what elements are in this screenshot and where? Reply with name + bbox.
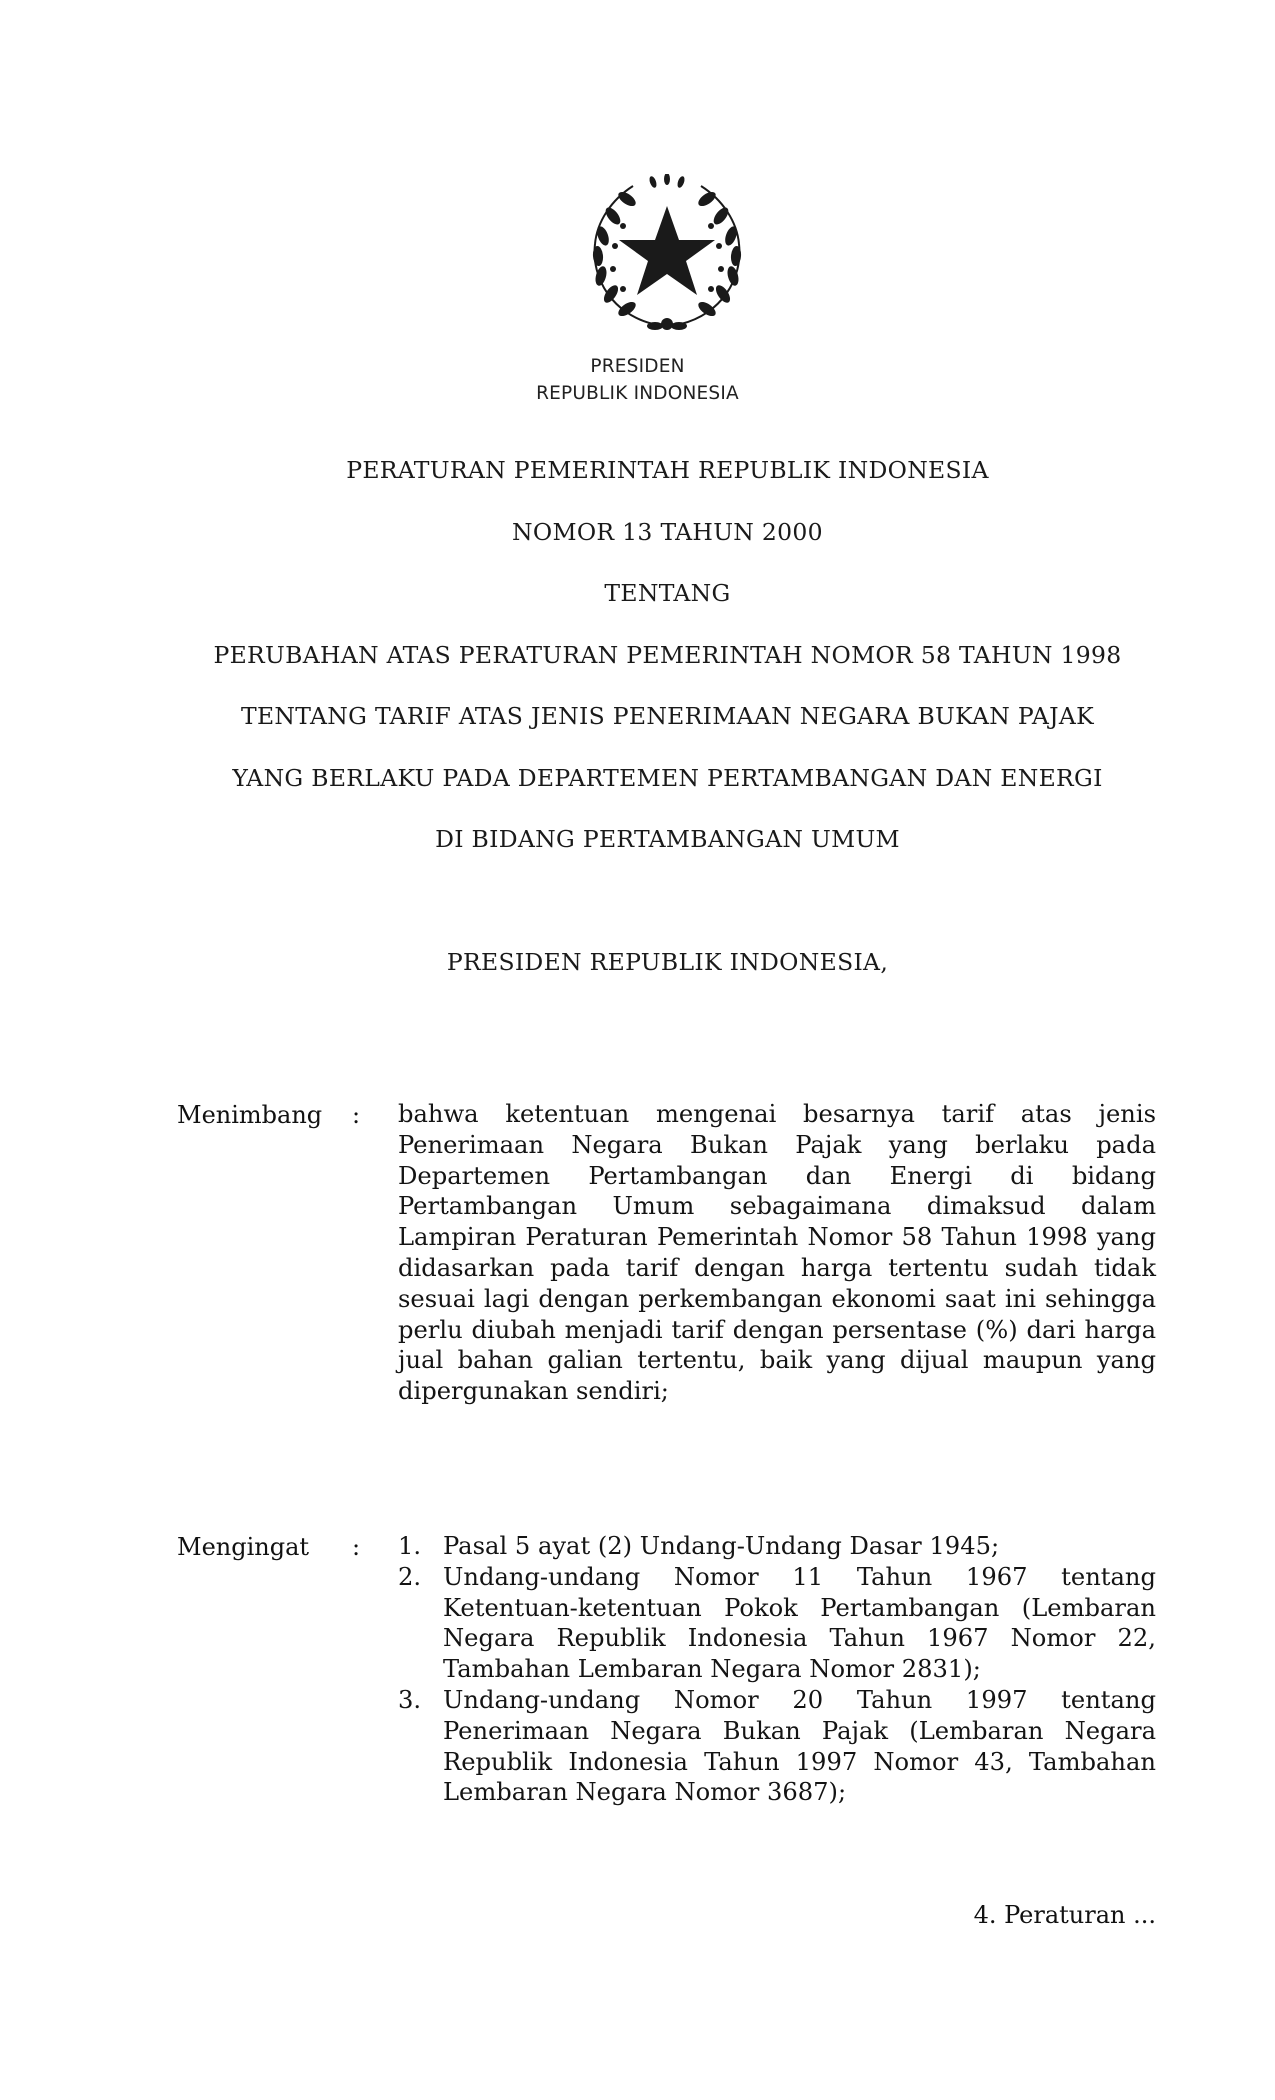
mengingat-label: Mengingat: [177, 1533, 310, 1561]
mengingat-colon: :: [352, 1533, 361, 1561]
item-line: Tambahan Lembaran Negara Nomor 2831);: [443, 1655, 981, 1684]
menimbang-colon: :: [352, 1101, 361, 1129]
menimbang-line: jual bahan galian tertentu, baik yang dijual maupun yang: [398, 1346, 1156, 1375]
issuer-heading: PRESIDEN REPUBLIK INDONESIA,: [446, 948, 889, 976]
menimbang-line: didasarkan pada tarif dengan harga tertentu sudah tidak: [398, 1253, 1156, 1282]
item-line: Republik Indonesia Tahun 1997 Nomor 43, Tambahan: [443, 1747, 1156, 1776]
item-line: Penerimaan Negara Bukan Pajak (Lembaran Negara: [443, 1716, 1156, 1745]
page-continuation-ref: 4. Peraturan ...: [973, 1901, 1156, 1929]
menimbang-line: Departemen Pertambangan dan Energi di bidang: [398, 1161, 1156, 1190]
item-line: Ketentuan-ketentuan Pokok Pertambangan (Lembaran: [443, 1593, 1156, 1622]
menimbang-label: Menimbang: [177, 1101, 323, 1129]
title-subject-2: TENTANG TARIF ATAS JENIS PENERIMAAN NEGARA BUKAN PAJAK: [240, 702, 1095, 730]
letterhead-republik: REPUBLIK INDONESIA: [536, 383, 739, 404]
mengingat-item-3: [398, 1685, 1156, 1808]
item-number: 2.: [398, 1562, 422, 1591]
title-subject-3: YANG BERLAKU PADA DEPARTEMEN PERTAMBANGAN DAN ENERGI: [232, 764, 1103, 792]
title-subject-4: DI BIDANG PERTAMBANGAN UMUM: [435, 825, 900, 853]
mengingat-item-2: [398, 1562, 1156, 1685]
title-subject-1: PERUBAHAN ATAS PERATURAN PEMERINTAH NOMOR 58 TAHUN 1998: [213, 641, 1122, 669]
item-line: Undang-undang Nomor 20 Tahun 1997 tentang: [443, 1685, 1156, 1714]
title-tentang: TENTANG: [604, 579, 731, 607]
item-line: Undang-undang Nomor 11 Tahun 1967 tentang: [443, 1562, 1156, 1591]
item-line: Pasal 5 ayat (2) Undang-Undang Dasar 1945;: [443, 1532, 1000, 1560]
mengingat-list: [398, 1531, 1156, 1808]
menimbang-line: Pertambangan Umum sebagaimana dimaksud dalam: [398, 1192, 1156, 1221]
title-regulation: PERATURAN PEMERINTAH REPUBLIK INDONESIA: [346, 456, 989, 484]
garuda-emblem-icon: [583, 174, 751, 336]
item-number: 1.: [398, 1532, 422, 1560]
item-line: Lembaran Negara Nomor 3687);: [443, 1778, 847, 1807]
title-number: NOMOR 13 TAHUN 2000: [512, 518, 823, 546]
menimbang-line: sesuai lagi dengan perkembangan ekonomi saat ini sehingga: [398, 1284, 1156, 1313]
mengingat-item-1: [398, 1531, 1156, 1562]
menimbang-line: Lampiran Peraturan Pemerintah Nomor 58 Tahun 1998 yang: [398, 1223, 1156, 1252]
letterhead-presiden: PRESIDEN: [590, 356, 685, 377]
menimbang-text: [398, 1099, 1156, 1407]
menimbang-line: bahwa ketentuan mengenai besarnya tarif atas jenis: [398, 1100, 1156, 1128]
menimbang-line: dipergunakan sendiri;: [398, 1377, 669, 1406]
menimbang-line: perlu diubah menjadi tarif dengan persentase (%) dari harga: [398, 1315, 1156, 1344]
item-line: Negara Republik Indonesia Tahun 1967 Nomor 22,: [443, 1624, 1156, 1653]
item-number: 3.: [398, 1685, 422, 1714]
menimbang-line: Penerimaan Negara Bukan Pajak yang berlaku pada: [398, 1130, 1156, 1159]
